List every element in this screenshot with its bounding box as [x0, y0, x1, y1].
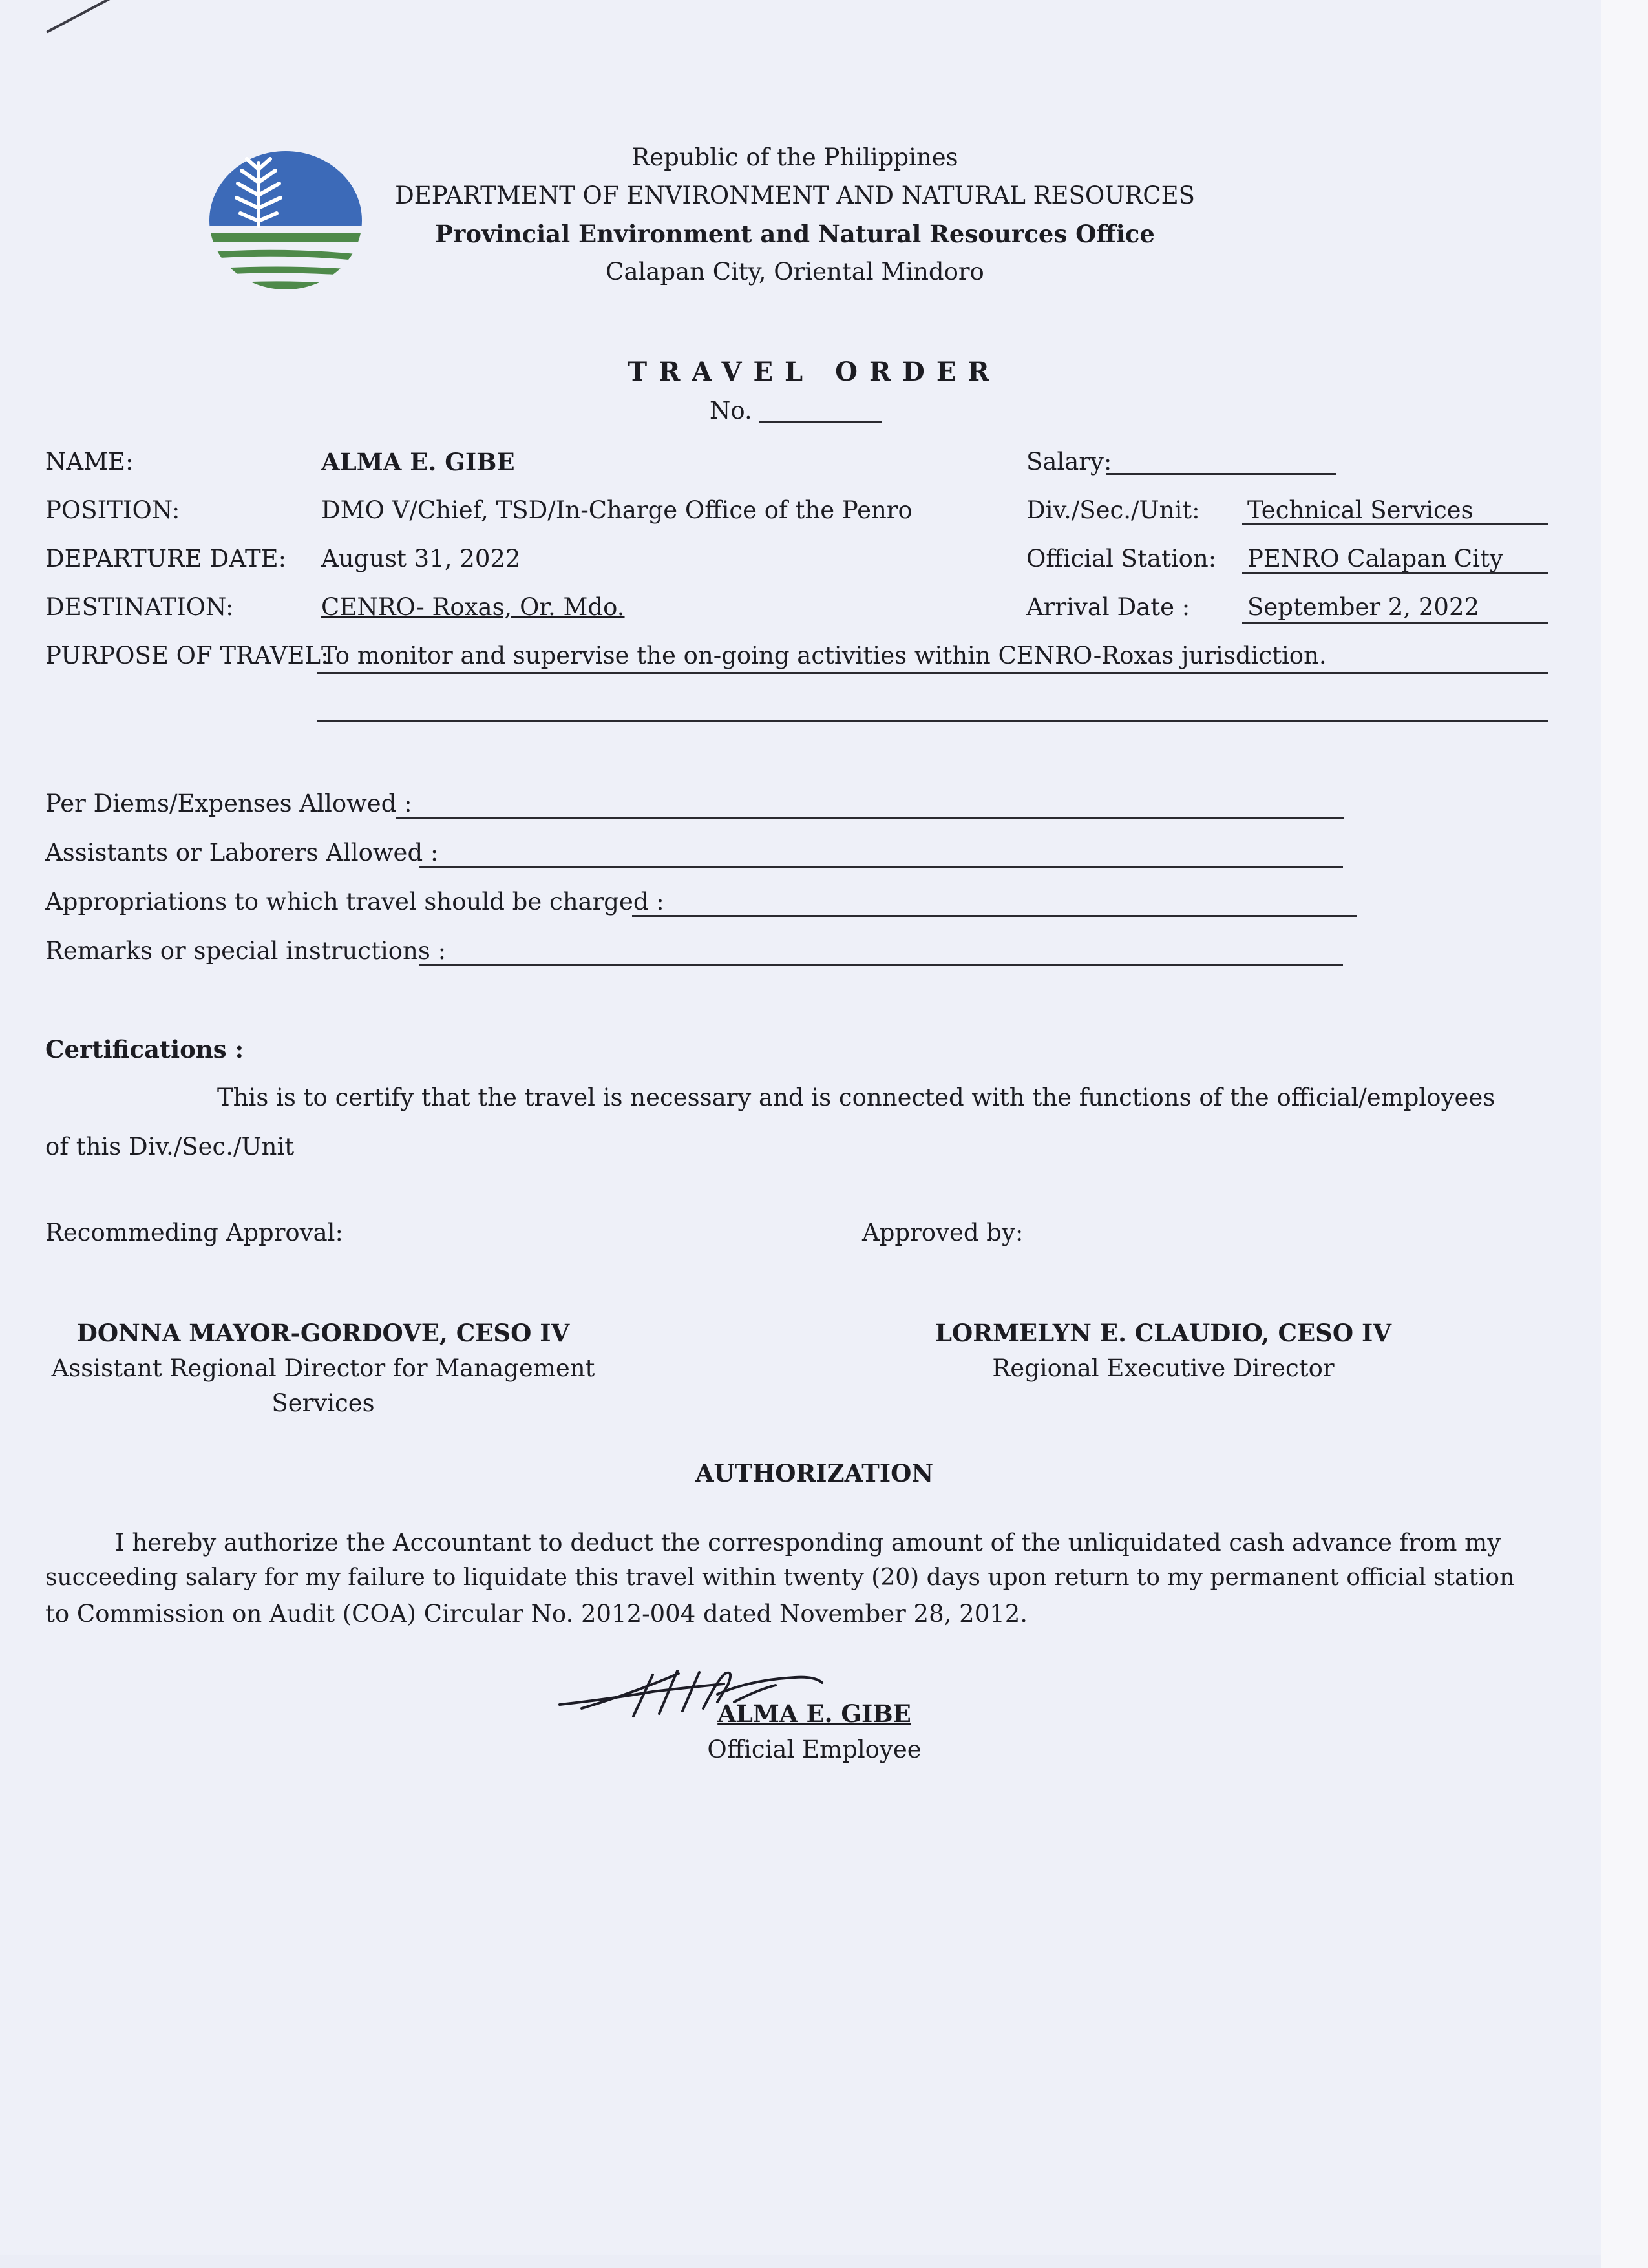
scan-edge: [1601, 0, 1648, 2268]
name-label: NAME:: [45, 448, 134, 476]
purpose-value: To monitor and supervise the on-going activities within CENRO-Roxas jurisdiction.: [321, 642, 1327, 669]
assistants-line: [419, 866, 1343, 868]
arrival-label: Arrival Date :: [1026, 593, 1190, 621]
certification-text-line2: of this Div./Sec./Unit: [45, 1133, 295, 1160]
certifications-heading: Certifications :: [45, 1035, 244, 1064]
authorization-line3: to Commission on Audit (COA) Circular No. 2012-004 dated November 28, 2012.: [45, 1600, 1028, 1628]
authorization-heading: AUTHORIZATION: [695, 1459, 934, 1487]
station-line: [1242, 572, 1548, 574]
recommending-approval-label: Recommeding Approval:: [45, 1219, 343, 1246]
arrival-value: September 2, 2022: [1247, 593, 1480, 621]
per-diems-label: Per Diems/Expenses Allowed :: [45, 790, 412, 817]
recommending-title-line2: Services: [271, 1389, 375, 1417]
remarks-label: Remarks or special instructions :: [45, 937, 447, 965]
station-label: Official Station:: [1026, 545, 1217, 572]
header-office: Provincial Environment and Natural Resources Office: [435, 220, 1155, 248]
assistants-label: Assistants or Laborers Allowed :: [45, 839, 439, 866]
salary-label: Salary:: [1026, 448, 1112, 476]
document-title: TRAVEL ORDER: [628, 357, 1001, 387]
recommending-title-line1: Assistant Regional Director for Management: [51, 1354, 595, 1382]
per-diems-line: [396, 817, 1344, 819]
purpose-line-1: [317, 672, 1548, 674]
destination-label: DESTINATION:: [45, 593, 234, 621]
name-value: ALMA E. GIBE: [321, 448, 515, 476]
station-value: PENRO Calapan City: [1247, 545, 1503, 572]
certification-text-line1: This is to certify that the travel is necessary and is connected with the functions of the official/employees: [217, 1084, 1495, 1111]
purpose-label: PURPOSE OF TRAVEL:: [45, 642, 329, 669]
recommending-name: DONNA MAYOR-GORDOVE, CESO IV: [76, 1319, 570, 1347]
div-line: [1242, 523, 1548, 525]
position-value: DMO V/Chief, TSD/In-Charge Office of the Penro: [321, 496, 913, 524]
header-republic: Republic of the Philippines: [631, 143, 958, 171]
employee-name: ALMA E. GIBE: [717, 1699, 911, 1728]
authorization-line1: I hereby authorize the Accountant to deduct the corresponding amount of the unliquidated cash advance from my: [115, 1529, 1501, 1557]
div-label: Div./Sec./Unit:: [1026, 496, 1200, 524]
purpose-line-2: [317, 720, 1548, 722]
remarks-line: [419, 964, 1343, 966]
employee-title: Official Employee: [707, 1736, 922, 1763]
order-number-label: No.: [710, 397, 752, 425]
approved-by-label: Approved by:: [862, 1219, 1024, 1246]
destination-value: CENRO- Roxas, Or. Mdo.: [321, 593, 625, 621]
header-department: DEPARTMENT OF ENVIRONMENT AND NATURAL RESOURCES: [395, 182, 1195, 209]
header-location: Calapan City, Oriental Mindoro: [606, 258, 984, 286]
departure-value: August 31, 2022: [321, 545, 521, 572]
departure-label: DEPARTURE DATE:: [45, 545, 287, 572]
approved-name: LORMELYN E. CLAUDIO, CESO IV: [935, 1319, 1392, 1347]
authorization-line2: succeeding salary for my failure to liquidate this travel within twenty (20) days upon return to my permanent official station: [45, 1564, 1515, 1591]
approved-title: Regional Executive Director: [992, 1354, 1335, 1382]
denr-logo-icon: [208, 150, 363, 291]
div-value: Technical Services: [1247, 496, 1474, 524]
position-label: POSITION:: [45, 496, 180, 524]
arrival-line: [1242, 622, 1548, 624]
appropriations-label: Appropriations to which travel should be charged :: [45, 888, 664, 916]
salary-line: [1106, 473, 1336, 475]
appropriations-line: [632, 915, 1357, 917]
order-number-line: [759, 421, 882, 423]
